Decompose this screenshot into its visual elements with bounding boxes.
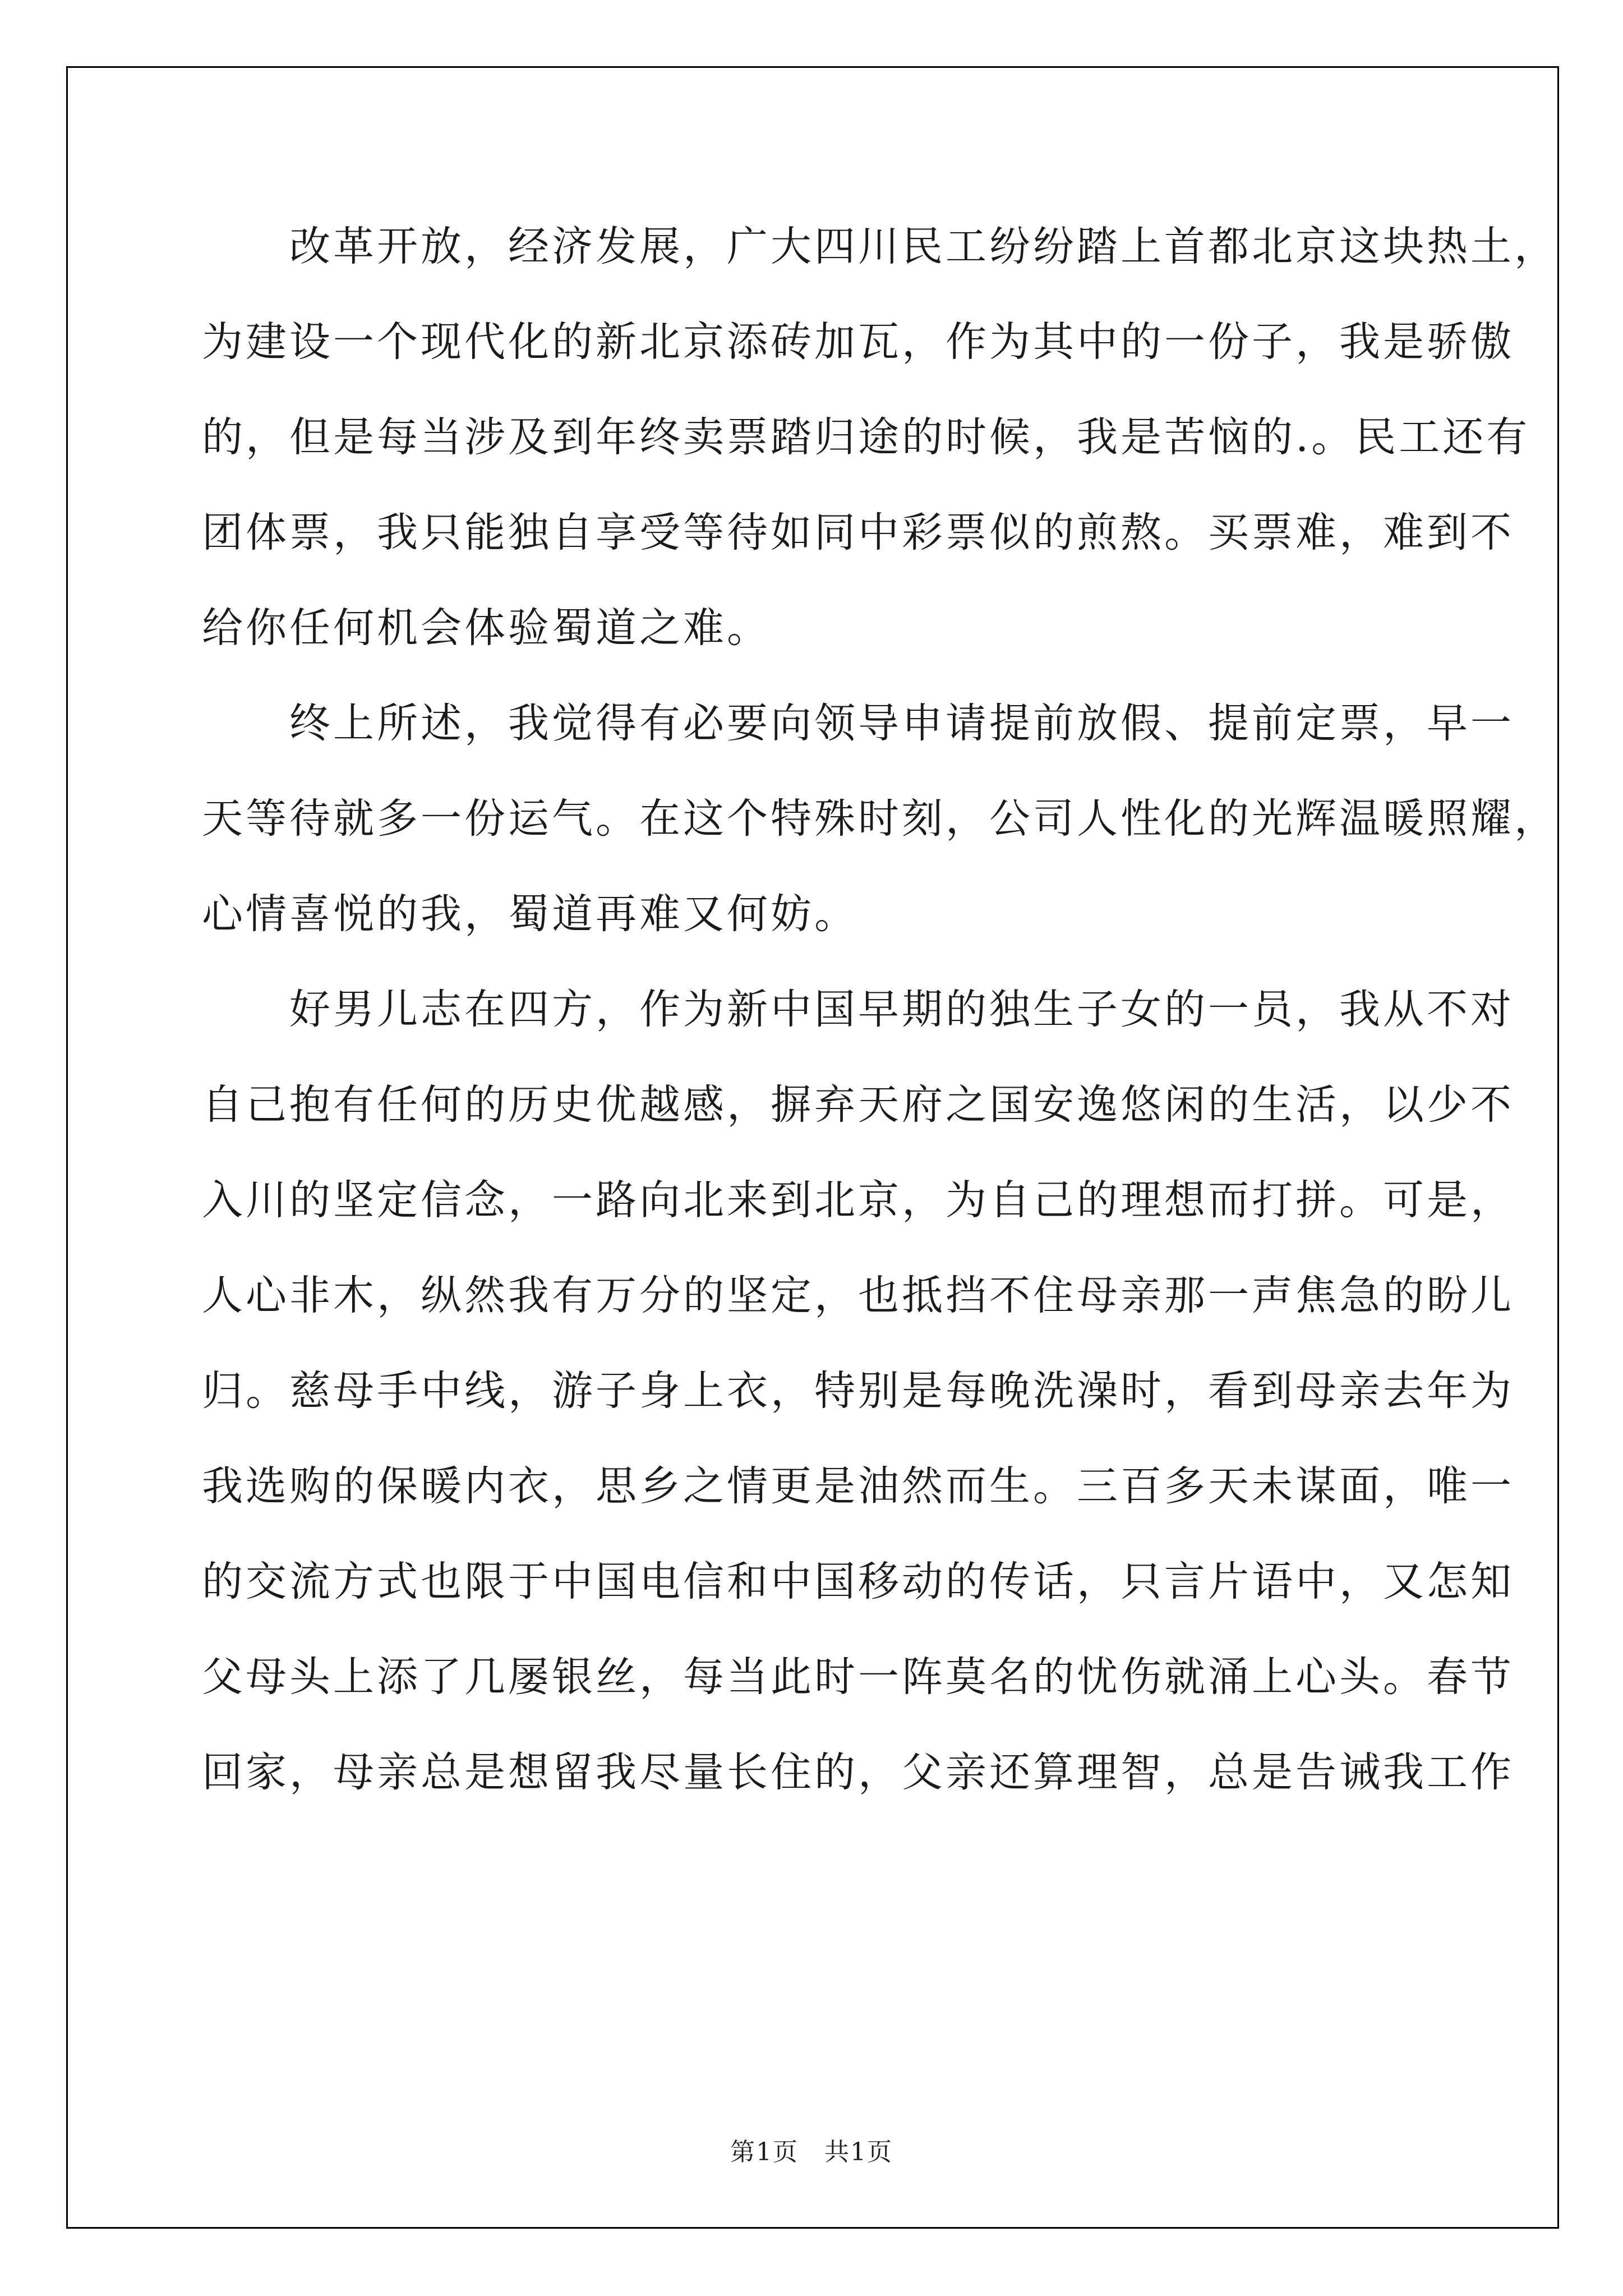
- text-line: 天等待就多一份运气。在这个特殊时刻，公司人性化的光辉温暖照耀，: [202, 795, 1558, 843]
- text-line: 的交流方式也限于中国电信和中国移动的传话，只言片语中，又怎知: [202, 1558, 1514, 1605]
- text-line: 人心非木，纵然我有万分的坚定，也抵挡不住母亲那一声焦急的盼儿: [202, 1272, 1514, 1319]
- text-line: 给你任何机会体验蜀道之难。: [202, 604, 771, 652]
- text-line: 好男儿志在四方，作为新中国早期的独生子女的一员，我从不对: [289, 986, 1514, 1033]
- text-line: 回家，母亲总是想留我尽量长住的，父亲还算理智，总是告诫我工作: [202, 1749, 1514, 1796]
- text-line: 团体票，我只能独自享受等待如同中彩票似的煎熬。买票难，难到不: [202, 509, 1514, 556]
- text-line: 心情喜悦的我，蜀道再难又何妨。: [202, 890, 858, 938]
- text-line: 归。慈母手中线，游子身上衣，特别是每晚洗澡时，看到母亲去年为: [202, 1367, 1514, 1415]
- text-line: 改革开放，经济发展，广大四川民工纷纷踏上首都北京这块热土，: [289, 223, 1558, 270]
- text-line: 为建设一个现代化的新北京添砖加瓦，作为其中的一份子，我是骄傲: [202, 318, 1514, 366]
- text-line: 的，但是每当涉及到年终卖票踏归途的时候，我是苦恼的.。民工还有: [202, 413, 1530, 461]
- text-line: 入川的坚定信念，一路向北来到北京，为自己的理想而打拼。可是，: [202, 1176, 1514, 1224]
- text-line: 自己抱有任何的历史优越感，摒弃天府之国安逸悠闲的生活，以少不: [202, 1081, 1514, 1129]
- document-body: [202, 199, 1558, 1820]
- page-footer: 第1页 共1页: [730, 2138, 893, 2166]
- text-line: 父母头上添了几屡银丝，每当此时一阵莫名的忧伤就涌上心头。春节: [202, 1653, 1514, 1701]
- text-line: 终上所述，我觉得有必要向领导申请提前放假、提前定票，早一: [289, 700, 1514, 747]
- text-line: 我选购的保暖内衣，思乡之情更是油然而生。三百多天未谋面，唯一: [202, 1462, 1514, 1510]
